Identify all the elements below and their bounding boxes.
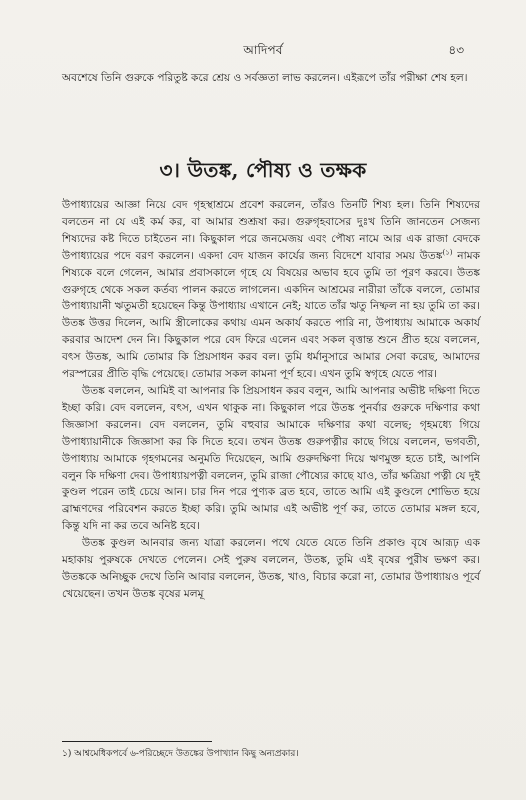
- paragraph: উতঙ্ক বললেন, আমিই বা আপনার কি প্রিয়সাধন করব বলুন, আমি আপনার অভীষ্ট দক্ষিণা দিতে ইচ্ছা করি। বেদ বললেন, বৎস, এখন থাকুক না। কিছুকাল পরে উতঙ্ক পুনর্বার গুরুকে দক্ষিণার কথা জিজ্ঞাসা করলেন। বেদ বললেন, তুমি বহুবার আমাকে দক্ষিণার কথা বলেছ; গৃহমধ্যে গিয়ে উপাধ্যায়ানীকে জিজ্ঞাসা কর কি দিতে হবে। তখন উতঙ্ক গুরুপত্নীর কাছে গিয়ে বললেন, ভগবতী, উপাধ্যায় আমাকে গৃহগমনের অনুমতি দিয়েছেন, আমি গুরুদক্ষিণা দিয়ে ঋণমুক্ত হতে চাই, আপনি বলুন কি দক্ষিণা দেব। উপাধ্যায়পত্নী বললেন, তুমি রাজা পৌষ্যের কাছে যাও, তাঁর ক্ষত্রিয়া পত্নী যে দুই কুণ্ডল পরেন তাই চেয়ে আন। চার দিন পরে পুণ্যক ব্রত হবে, তাতে আমি এই কুণ্ডলে শোভিত হয়ে ব্রাহ্মণদের পরিবেশন করতে ইচ্ছা করি। তুমি আমার এই অভীষ্ট পূর্ণ কর, তাতে তোমার মঙ্গল হবে, কিন্তু যদি না কর তবে অনিষ্ট হবে।: [62, 384, 480, 533]
- chapter-heading: ৩। উতঙ্ক, পৌষ্য ও তক্ষক: [159, 158, 367, 182]
- intro-paragraph: [62, 70, 480, 87]
- paragraph-text: নামক শিষ্যকে বলে গেলেন, আমার প্রবাসকালে গৃহে যে বিষয়ের অভাব হবে তুমি তা পূরণ করবে। উতঙ্ক গুরুগৃহে থেকে সকল কর্তব্য পালন করতে লাগলেন। একদিন আশ্রমের নারীরা তাঁকে বললে, তোমার উপাধ্যায়ানী ঋতুমতী হয়েছেন কিন্তু উপাধ্যায় এখানে নেই; যাতে তাঁর ঋতু নিষ্ফল না হয় তুমি তা কর। উতঙ্ক উত্তর দিলেন, আমি স্ত্রীলোকের কথায় এমন অকার্য করতে পারি না, উপাধ্যায় আমাকে অকার্য করবার আদেশ দেন নি। কিছুকাল পরে বেদ ফিরে এলেন এবং সকল বৃত্তান্ত শুনে প্রীত হয়ে বললেন, বৎস উতঙ্ক, আমি তোমার কি প্রিয়সাধন করব বল। তুমি ধর্মানুসারে আমার সেবা করেছ, আমাদের পরস্পরের প্রীতি বৃদ্ধি পেয়েছে। তোমার সকল কামনা পূর্ণ হবে। এখন তুমি স্বগৃহে যেতে পার।: [62, 249, 481, 381]
- paragraph: অবশেষে তিনি গুরুকে পরিতুষ্ট করে শ্রেয় ও সর্বজ্ঞতা লাভ করলেন। এইরূপে তাঁর পরীক্ষা শেষ হল।: [62, 72, 468, 84]
- page-number: ৪৩: [448, 43, 464, 57]
- footnote-ref: (১): [442, 248, 453, 257]
- footnote: ১) আশ্বমেধিকপর্বে ৬-পরিচ্ছেদে উতঙ্কের উপাখ্যান কিছু অন্যপ্রকার।: [62, 749, 299, 759]
- paragraph-text: উপাধ্যায়ের আজ্ঞা নিয়ে বেদ গৃহস্থাশ্রমে প্রবেশ করলেন, তাঁরও তিনটি শিষ্য হল। তিনি শিষ্যদের বলতেন না যে এই কর্ম কর, বা আমার শুশ্রূষা কর। গুরুগৃহবাসের দুঃখ তিনি জানতেন সেজন্য শিষ্যদের কষ্ট দিতে চাইতেন না। কিছুকাল পরে জনমেজয় এবং পৌষ্য নামে আর এক রাজা বেদকে উপাধ্যায়ের পদে বরণ করলেন। একদা বেদ যাজন কার্যের জন্য বিদেশে যাবার সময় উতঙ্ক: [62, 199, 480, 262]
- running-header: আদিপর্ব: [243, 43, 283, 57]
- paragraph: [62, 197, 480, 383]
- paragraph: উতঙ্ক কুণ্ডল আনবার জন্য যাত্রা করলেন। পথে যেতে যেতে তিনি প্রকাণ্ড বৃষে আরূঢ় এক মহাকায় পুরুষকে দেখতে পেলেন। সেই পুরুষ বললেন, উতঙ্ক, তুমি এই বৃষের পুরীষ ভক্ষণ কর। উতঙ্ককে অনিচ্ছুক দেখে তিনি আবার বললেন, উতঙ্ক, খাও, বিচার করো না, তোমার উপাধ্যায়ও পূর্বে খেয়েছেন। তখন উতঙ্ক বৃষের মলমূ: [62, 537, 480, 600]
- footnote-divider: [62, 741, 212, 742]
- chapter-body: [62, 197, 480, 603]
